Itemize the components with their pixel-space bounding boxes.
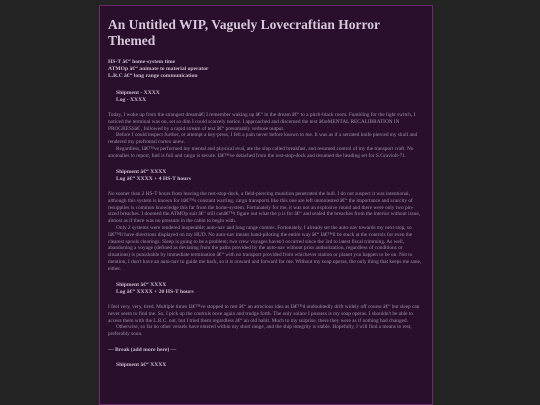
- shipment-line: Shipment â€“ XXXX: [116, 168, 167, 175]
- shipment-line: Shipment â€“ XXXX: [116, 281, 167, 288]
- entry-paragraph: Before I could inspect further, or attempt a key-press, I felt a pain never before known to me. It was as if a serrated knife pierced my skull and rendered my prefrontal cortex anew.: [108, 132, 418, 146]
- log-entry: [108, 304, 424, 338]
- log-line: Log - XXXX: [116, 96, 147, 103]
- shipment-line: Shipment - XXXX: [116, 89, 160, 96]
- legend-item: HS-T â€“ home-system time: [108, 59, 176, 65]
- log-entry: [108, 191, 424, 273]
- log-stamp: [116, 169, 424, 183]
- entry-paragraph: Today, I woke up from the strangest dreamâ€¦ I remember waking up â€“ in the dream â€“ to a pitch-black room. Fumbling for the light switch, I noticed the terminal was on, set so dim I could scarcely notice. I approached and discerned the text â€œMENTAL RECALIBRATION IN PROGRESSâ€ , followed by a rapid stream of text â€“ presumably verbose output.: [108, 112, 416, 132]
- log-line: Log â€“ XXXX + 20 HS-T hours: [116, 288, 194, 295]
- legend-item: L.R.C â€“ long range communication: [108, 73, 198, 80]
- entry-paragraph: Otherwise, so far no other vessels have entered within my short range, and the ship integrity is stable. Hopefully, I will find a means to rest, preferably soon.: [108, 324, 412, 338]
- abbreviation-legend: [108, 59, 424, 81]
- log-entry: [108, 112, 424, 160]
- entry-paragraph: I feel very, very, tired. Multiple times Iâ€™ve stopped to rest â€“ an atrocious idea as Iâ€™d undoubtedly drift widely off course â€“ but sleep can never seem to find me. So, I pick up the controls once again and trudge forth. The only solace I possess is my soap operas. I shouldn't be able to access them with the L.R.C. out, but I tried them regardless â€“ an old habit. Much to my surprise, there they were as if nothing had changed.: [108, 303, 420, 324]
- page-title: An Untitled WIP, Vaguely Lovecraftian Horror Themed: [108, 17, 380, 48]
- log-stamp: [116, 282, 424, 296]
- document-page: [99, 5, 433, 405]
- log-stamp: [116, 362, 424, 369]
- section-break: — Break (add more here) —: [108, 346, 177, 353]
- log-line: Log â€“ XXXX + 4 HS-T hours: [116, 175, 191, 182]
- entry-paragraph: Only 2 systems were rendered inoperable; auto-nav and long range comms. Fortunately, I already set the auto-nav towards my next stop, so Iâ€™ll have directions displayed on my HUD. No auto-nav means hand-piloting the entire way â€“ Iâ€™ll be stuck at the controls for even the clearest spools clearings. Sleep is going to be a problem; two crew voyages haven't occurred since the 3rd to latest fiscal trimming. As well, abandoning a voyage (defined as deviating from the paths provided by the auto-nav without prior authorization, regardless of conditions or situations) is punishable by immediate termination â€“ with no transport provided from whichever station or planet you happen to be on. Not to mention, I don't have an auto-nav to guide me back, so it is onward and forward for me. Without my soap operas, the only thing that keeps me sane, either.: [108, 224, 422, 272]
- log-stamp: [116, 90, 424, 104]
- shipment-line: Shipment â€“ XXXX: [116, 361, 167, 368]
- legend-item: ATMOp â€“ animate to material operator: [108, 66, 209, 73]
- entry-paragraph: Regardless, Iâ€™ve performed my mental and physical eval, ate the slop called breakfast, and resumed control of my the transport craft. No anomalies to report, fuel is full and cargo is secure. Iâ€™ve detached from the rest-stop-dock and resumed the heading set for S.Graviolt-71.: [108, 146, 414, 159]
- entry-paragraph: No sooner than 2 HS-T hours from leaving the rest-stop-dock, a field-piercing munition penetrated the hull. I do not suspect it was intentional, although this system is known for itâ€™s constant warring, cargo transports like this one are left unmolested â€“ the importance and scarcity of resupplies is common knowledge this far from the home-system. Fortunately for me, it was not an explosive round and there were only two pin-sized breaches. I doomed the ATMOp suit â€“ still canâ€™t figure out what the p is for â€“ and sealed the breaches from the interior without issue, almost as if there was no pressure in the cabin to begin with.: [108, 191, 421, 225]
